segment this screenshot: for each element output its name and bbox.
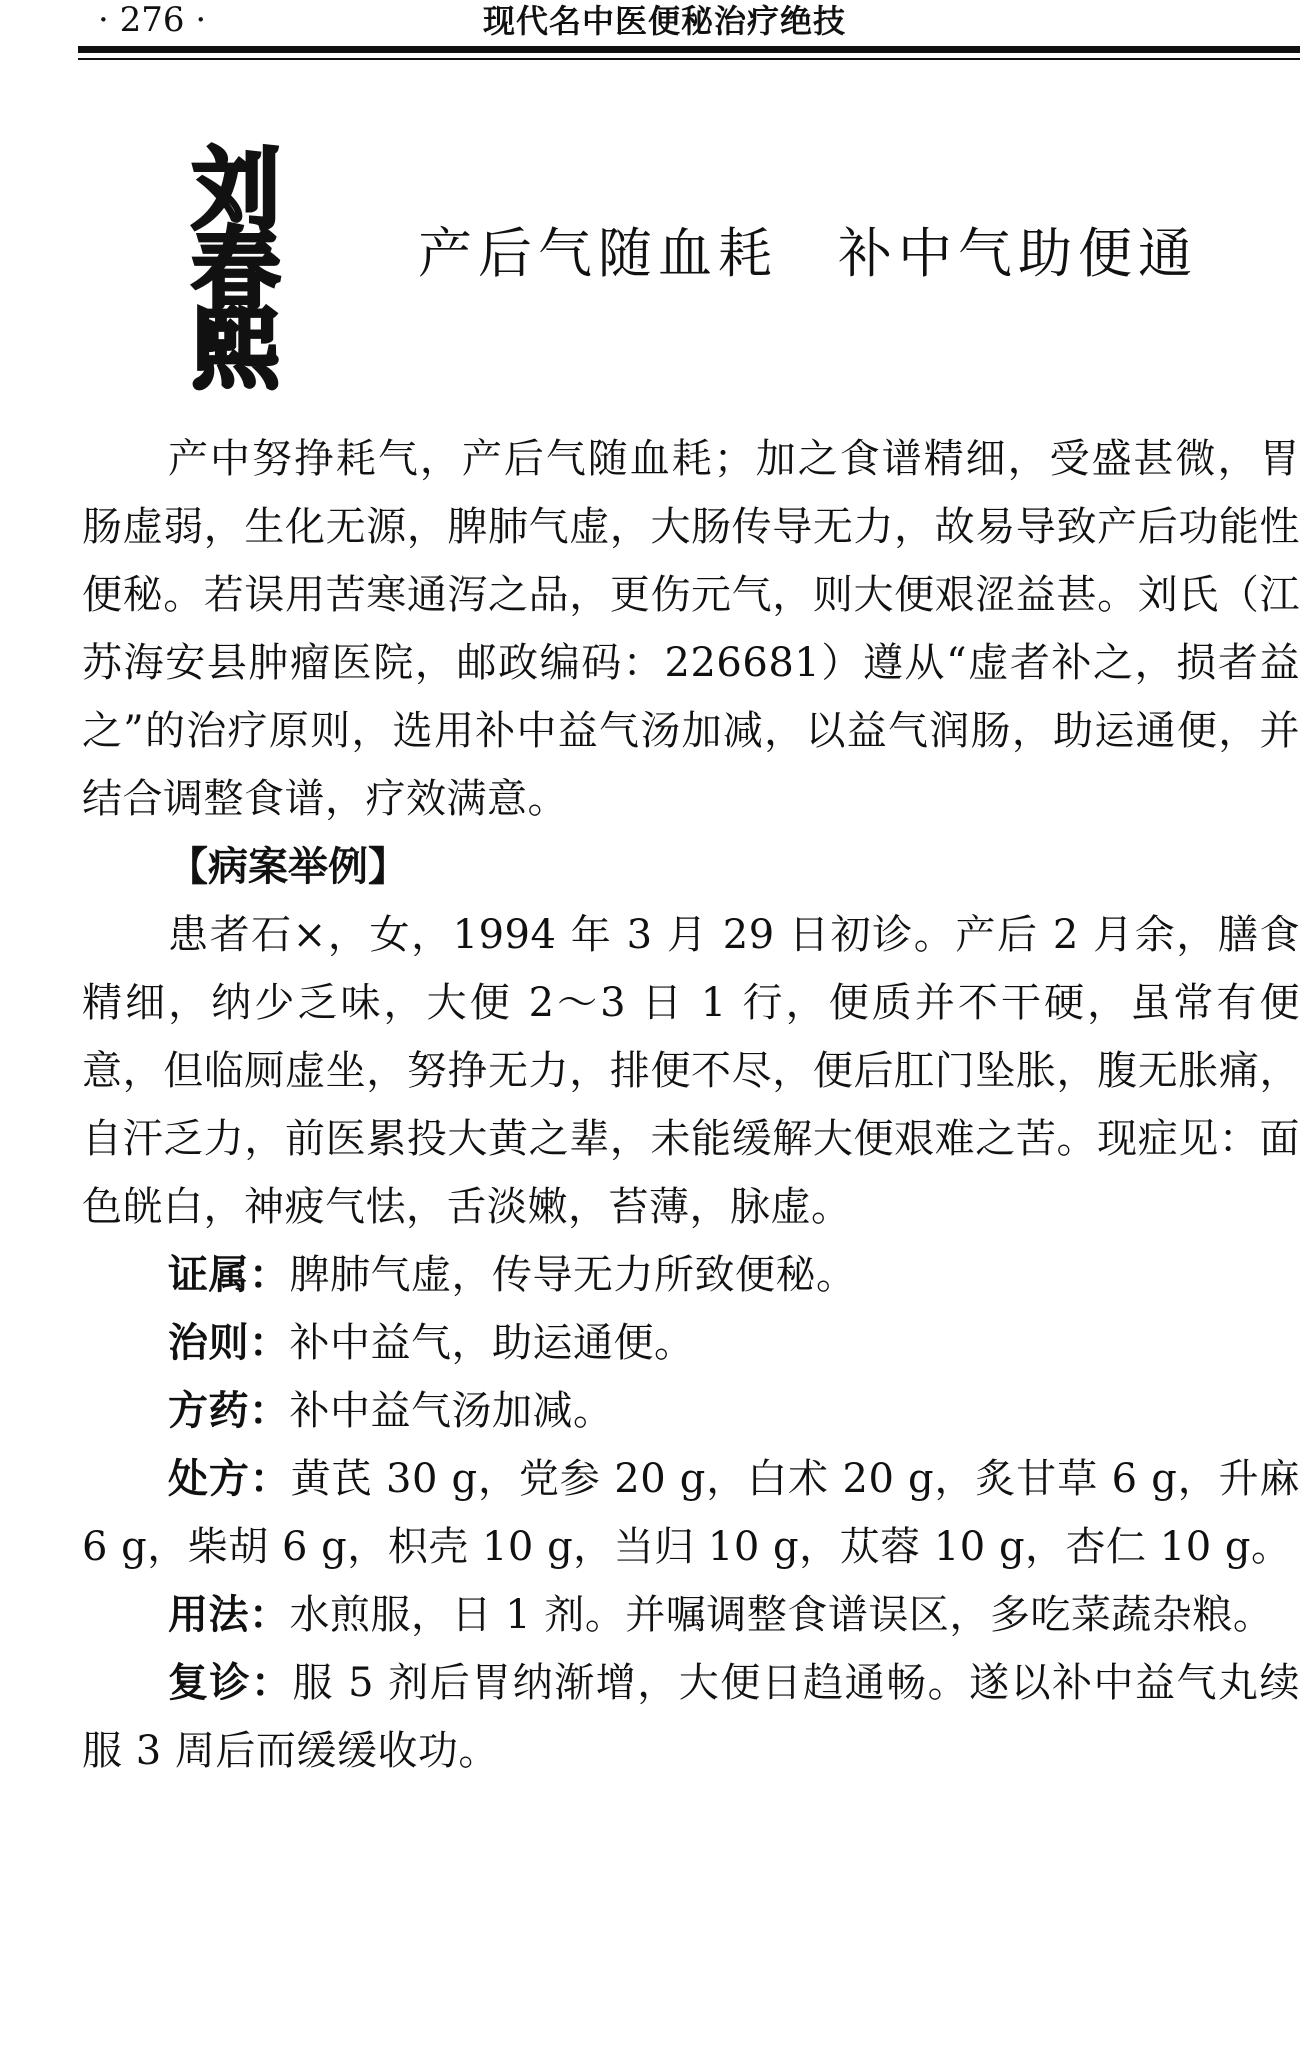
author-char: 刘 <box>191 138 280 241</box>
author-char: 熙 <box>191 298 280 401</box>
follow-up-text: 服 5 剂后胃纳渐增，大便日趋通畅。遂以补中益气丸续服 3 周后而缓缓收功。 <box>82 1660 1300 1774</box>
header-rule-thick <box>78 46 1300 53</box>
article-title: 产后气随血耗 补中气助便通 <box>418 222 1198 285</box>
prescription-paragraph <box>82 1445 1300 1581</box>
running-header <box>78 0 1300 44</box>
article-body <box>82 425 1300 1785</box>
follow-up-paragraph <box>82 1649 1300 1785</box>
page-number: · 276 · <box>98 0 207 40</box>
formula-label: 方药： <box>168 1388 290 1434</box>
diagnosis-label: 证属： <box>168 1252 290 1298</box>
case-heading: 【病案举例】 <box>168 844 408 890</box>
header-rule-thin <box>78 58 1300 60</box>
prescription-label: 处方： <box>168 1456 291 1502</box>
usage-label: 用法： <box>168 1592 290 1638</box>
intro-paragraph: 产中努挣耗气，产后气随血耗；加之食谱精细，受盛甚微，胃肠虚弱，生化无源，脾肺气虚，大肠传导无力，故易导致产后功能性便秘。若误用苦寒通泻之品，更伤元气，则大便艰涩益甚。刘氏（江苏海安县肿瘤医院，邮政编码：226681）遵从“虚者补之，损者益之”的治疗原则，选用补中益气汤加减，以益气润肠，助运通便，并结合调整食谱，疗效满意。 <box>82 436 1300 822</box>
follow-up-label: 复诊： <box>168 1660 293 1706</box>
treatment-principle-label: 治则： <box>168 1320 290 1366</box>
treatment-principle-paragraph <box>82 1309 1300 1377</box>
prescription-text: 黄芪 30 g，党参 20 g，白术 20 g，炙甘草 6 g，升麻 6 g，柴胡 6 g，枳壳 10 g，当归 10 g，苁蓉 10 g，杏仁 10 g。 <box>82 1456 1301 1570</box>
usage-text: 水煎服，日 1 剂。并嘱调整食谱误区，多吃菜蔬杂粮。 <box>289 1592 1274 1638</box>
treatment-principle-text: 补中益气，助运通便。 <box>289 1320 695 1366</box>
usage-paragraph <box>82 1581 1300 1649</box>
running-title: 现代名中医便秘治疗绝技 <box>483 2 847 40</box>
author-char: 春 <box>191 218 280 321</box>
diagnosis-text: 脾肺气虚，传导无力所致便秘。 <box>289 1252 857 1298</box>
diagnosis-paragraph <box>82 1241 1300 1309</box>
formula-text: 补中益气汤加减。 <box>289 1388 614 1434</box>
case-paragraph: 患者石×，女，1994 年 3 月 29 日初诊。产后 2 月余，膳食精细，纳少乏味，大便 2～3 日 1 行，便质并不干硬，虽常有便意，但临厕虚坐，努挣无力，排便不尽，便后肛门坠胀，腹无胀痛，自汗乏力，前医累投大黄之辈，未能缓解大便艰难之苦。现症见：面色㿠白，神疲气怯，舌淡嫩，苔薄，脉虚。 <box>82 912 1300 1230</box>
author-name <box>176 138 296 401</box>
formula-paragraph <box>82 1377 1300 1445</box>
